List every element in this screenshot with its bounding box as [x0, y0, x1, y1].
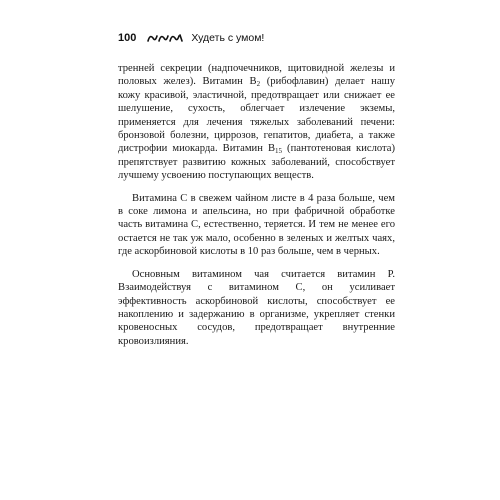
subscript: 2	[256, 80, 261, 89]
paragraph	[118, 62, 395, 183]
book-page	[118, 28, 395, 348]
text-run: (рибофлавин) делает нашу кожу красивой, эластичной, предотвращает или снижает ее шелушение, сухость, облегчает излечение экземы, применяется для лечения тяжелых заболеваний печени: бронзовой болезни, циррозов, гепатитов, диабета, а также дистрофии миокарда. Витамин B	[118, 76, 396, 155]
subscript: 15	[275, 147, 283, 156]
running-title: Худеть с умом!	[191, 32, 265, 44]
page-header	[118, 28, 395, 48]
text-run: Витамина C в свежем чайном листе в 4 раза больше, чем в соке лимона и апельсина, но при фабричной обработке часть витамина C, естественно, теряется. И тем не менее его остается не так уж мало, особенно в зеленых и желтых чаях, где аскорбиновой кислоты в 10 раз больше, чем в черных.	[118, 192, 395, 258]
decorative-ornament-icon	[146, 32, 184, 44]
paragraph	[118, 192, 395, 259]
body-text	[118, 62, 395, 348]
paragraph	[118, 268, 395, 348]
text-run: Основным витамином чая считается витамин P. Взаимодействуя с витамином C, он усиливает эффективность аскорбиновой кислоты, способствует ее накоплению и задержанию в организме, укрепляет стенки кровеносных сосудов, предотвращает внутренние кровоизлияния.	[118, 268, 395, 347]
page-number: 100	[118, 32, 137, 44]
text-run: тренней секреции (надпочечников, щитовидной железы и половых желез). Витамин B	[118, 63, 395, 88]
text-run: (пантотеновая кислота) препятствует развитию кожных заболеваний, способствует лучшему усвоению поступающих веществ.	[118, 143, 396, 182]
